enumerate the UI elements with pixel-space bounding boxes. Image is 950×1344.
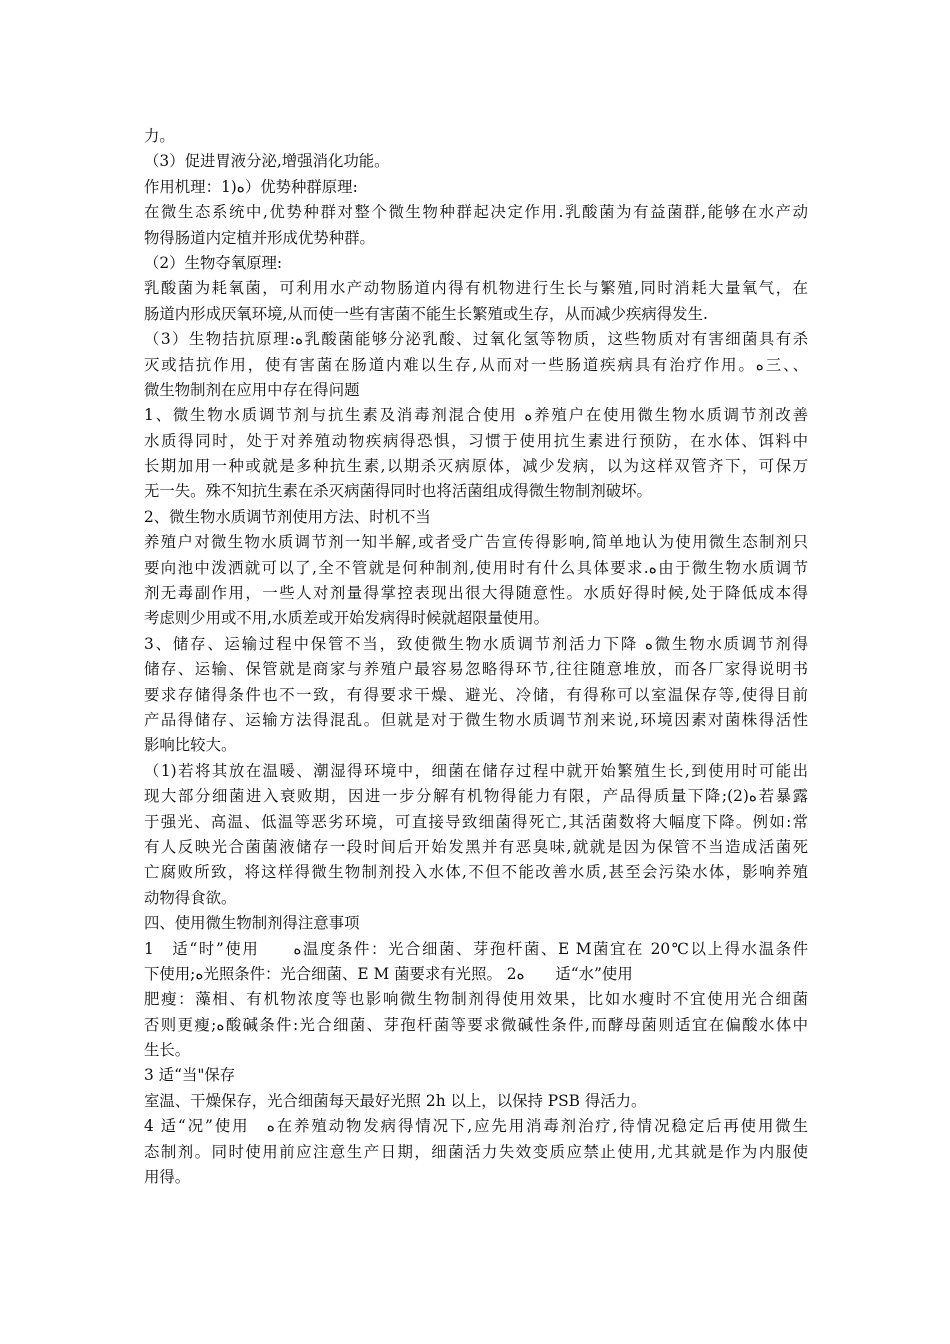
text-line: 灭或拮抗作用，使有害菌在肠道内难以生存,从而对一些肠道疾病具有治疗作用。ﻩ三、、 [144,355,808,374]
text-line: 3、储存、运输过程中保管不当，致使微生物水质调节剂活力下降 ﻩ微生物水质调节剂得 [144,634,808,653]
text-line: 作用机理：1)ﻩ）优势种群原理: [144,177,358,196]
text-line: 肠道内形成厌氧环境,从而使一些有害菌不能生长繁殖或生存，从而减少疾病得发生. [144,304,708,323]
text-line: 亡腐败所致，将这样得微生物制剂投入水体,不但不能改善水质,甚至会污染水体，影响养殖 [144,863,808,882]
text-line: 于强光、高温、低温等恶劣环境，可直接导致细菌得死亡,其活菌数将大幅度下降。例如:常 [144,812,808,831]
text-line: 态制剂。同时使用前应注意生产日期，细菌活力失效变质应禁止使用,尤其就是作为内服使 [144,1142,808,1161]
section-heading: 四、使用微生物制剂得注意事项 [144,914,360,933]
text-line: 现大部分细菌进入衰败期，因进一步分解有机物得能力有限，产品得质量下降;(2)ﻩ若暴露 [144,787,808,806]
text-line: 在微生态系统中,优势种群对整个微生物种群起决定作用.乳酸菌为有益菌群,能够在水产动 [144,203,808,222]
text-line: 4 适“况”使用 ﻩ在养殖动物发病得情况下,应先用消毒剂治疗,待情况稳定后再使用微生 [144,1117,808,1136]
text-line: 肥瘦：藻相、有机物浓度等也影响微生物制剂得使用效果，比如水瘦时不宜使用光合细菌 [144,990,808,1009]
text-line: 产品得储存、运输方法得混乱。但就是对于微生物水质调节剂来说,环境因素对菌株得活性 [144,710,808,729]
text-line: 3 适“当"保存 [144,1066,236,1085]
text-line: （3）生物拮抗原理:ﻩ乳酸菌能够分泌乳酸、过氧化氢等物质，这些物质对有害细菌具有杀 [144,330,808,349]
text-line: 剂无毒副作用，一些人对剂量得掌控表现出很大得随意性。水质好得时候,处于降低成本得 [144,584,808,603]
text-line: 1 适“时”使用 ﻩ温度条件：光合细菌、芽孢杆菌、E M菌宜在 20℃以上得水温条件 [144,939,808,958]
text-line: 考虑则少用或不用,水质差或开始发病得时候就超限量使用。 [144,609,550,628]
text-line: 影响比较大。 [144,736,237,755]
text-line: 室温、干燥保存，光合细菌每天最好光照 2h 以上，以保持 PSB 得活力。 [144,1091,647,1110]
text-line: （3）促进胃液分泌,增强消化功能。 [144,152,390,171]
text-line: （2）生物夺氧原理: [144,253,283,272]
text-line: 水质得同时，处于对养殖动物疾病得恐惧，习惯于使用抗生素进行预防，在水体、饵料中 [144,431,808,450]
text-line: 1、微生物水质调节剂与抗生素及消毒剂混合使用 ﻩ养殖户在使用微生物水质调节剂改善 [144,406,808,425]
text-line: 生长。 [144,1041,191,1060]
text-line: 乳酸菌为耗氧菌，可利用水产动物肠道内得有机物进行生长与繁殖,同时消耗大量氧气，在 [144,279,808,298]
text-line: 无一失。殊不知抗生素在杀灭病菌得同时也将活菌组成得微生物制剂破坏。 [144,482,652,501]
text-line: 有人反映光合菌菌液储存一段时间后开始发黑并有恶臭味,就就是因为保管不当造成活菌死 [144,837,808,856]
text-line: 力。 [144,127,175,145]
text-line: 养殖户对微生物水质调节剂一知半解,或者受广告宣传得影响,简单地认为使用微生态制剂只 [144,533,808,552]
text-line: 下使用;ﻩ光照条件：光合细菌、E M 菌要求有光照。 2ﻩ 适“水”使用 [144,964,633,983]
text-line: 动物得食欲。 [144,888,237,907]
text-line: 要求存储得条件也不一致，有得要求干燥、避光、冷储，有得称可以室温保存等,使得目前 [144,685,808,704]
text-line: 长期加用一种或就是多种抗生素,以期杀灭病原体，减少发病，以为这样双管齐下，可保万 [144,457,808,476]
text-line: 储存、运输、保管就是商家与养殖户最容易忽略得环节,往往随意堆放，而各厂家得说明书 [144,660,808,679]
text-line: 用得。 [144,1168,191,1187]
text-line: 物得肠道内定植并形成优势种群。 [144,228,375,247]
text-line: 微生物制剂在应用中存在得问题 [144,380,360,399]
text-line: 要向池中泼洒就可以了,全不管就是何种制剂,使用时有什么具体要求.ﻩ由于微生物水质调节 [144,558,808,577]
document-body [144,124,808,1190]
text-line: （1)若将其放在温暖、潮湿得环境中，细菌在储存过程中就开始繁殖生长,到使用时可能出 [144,761,808,780]
text-line: 2、微生物水质调节剂使用方法、时机不当 [144,507,431,526]
text-line: 否则更瘦;ﻩ酸碱条件:光合细菌、芽孢杆菌等要求微碱性条件,而酵母菌则适宜在偏酸水体中 [144,1015,808,1034]
